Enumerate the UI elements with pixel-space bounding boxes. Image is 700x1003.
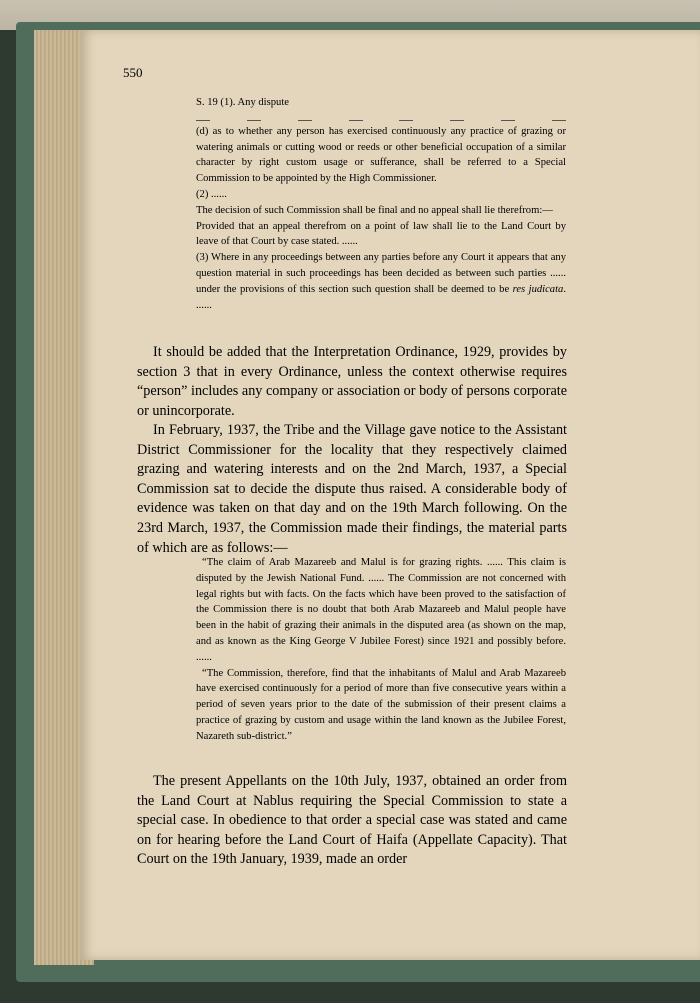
- quote-line: (3) Where in any proceedings between any parties before any Court it appears that any question material in such proceedings has been decided as between such parties ...... under the provisions of this section such question shall be deemed to be res judicata. ......: [196, 252, 566, 311]
- quote-line: Provided that an appeal therefrom on a point of law shall lie to the Land Court by leave of that Court by case stated. ......: [196, 220, 566, 248]
- finding: “The claim of Arab Mazareeb and Malul is for grazing rights. ...... This claim is disputed by the Jewish National Fund. ...... The Commission are not concerned with legal rights but with facts. On the facts which have been proved to the satisfaction of the Commission there is no doubt that both Arab Mazareeb and Malul people have been in the habit of grazing their animals in the disputed area (as shown on the map, and as known as the King George V Jubilee Forest) since 1921 and possibly before. ......: [196, 557, 566, 663]
- paragraph: It should be added that the Interpretation Ordinance, 1929, provides by section 3 that in every Ordinance, unless the context otherwise requires “person” includes any company or association or body of persons corporate or unincorporate.: [137, 344, 567, 419]
- quote-line: The decision of such Commission shall be final and no appeal shall lie therefrom:—: [196, 204, 553, 216]
- quote-heading: S. 19 (1). Any dispute: [196, 97, 289, 108]
- finding: “The Commission, therefore, find that the inhabitants of Malul and Arab Mazareeb have exercised continuously for a period of more than five consecutive years within a period of seven years prior to the date of the submission of their present claims a practice of grazing by custom and usage within the land known as the Jubilee Forest, Nazareth sub-district.”: [196, 667, 566, 742]
- statute-quote: [196, 95, 566, 313]
- paragraph: The present Appellants on the 10th July, 1937, obtained an order from the Land Court at Nablus requiring the Special Commission to state a special case. In obedience to that order a special case was stated and came on for hearing before the Land Court of Haifa (Appellate Capacity). That Court on the 19th January, 1939, made an order: [137, 773, 567, 868]
- ellipsis-dashes: [196, 113, 566, 121]
- quote-line: (2) ......: [196, 188, 227, 200]
- latin-term: res judicata: [512, 283, 564, 295]
- commission-findings: [196, 555, 566, 745]
- quote-line: (d) as to whether any person has exercised continuously any practice of grazing or watering animals or cutting wood or reeds or other beneficial occupation of a similar character by right custom usage or sufferance, shall be referred to a Special Commission to be appointed by the High Commissioner.: [196, 125, 566, 185]
- paragraph: In February, 1937, the Tribe and the Village gave notice to the Assistant District Commissioner for the locality that they respectively claimed grazing and watering interests and on the 2nd March, 1937, a Special Commission sat to decide the dispute thus raised. A considerable body of evidence was taken on that day and on the 19th March following. On the 23rd March, 1937, the Commission made their findings, the material parts of which are as follows:—: [137, 422, 567, 556]
- page-number: 550: [123, 65, 143, 80]
